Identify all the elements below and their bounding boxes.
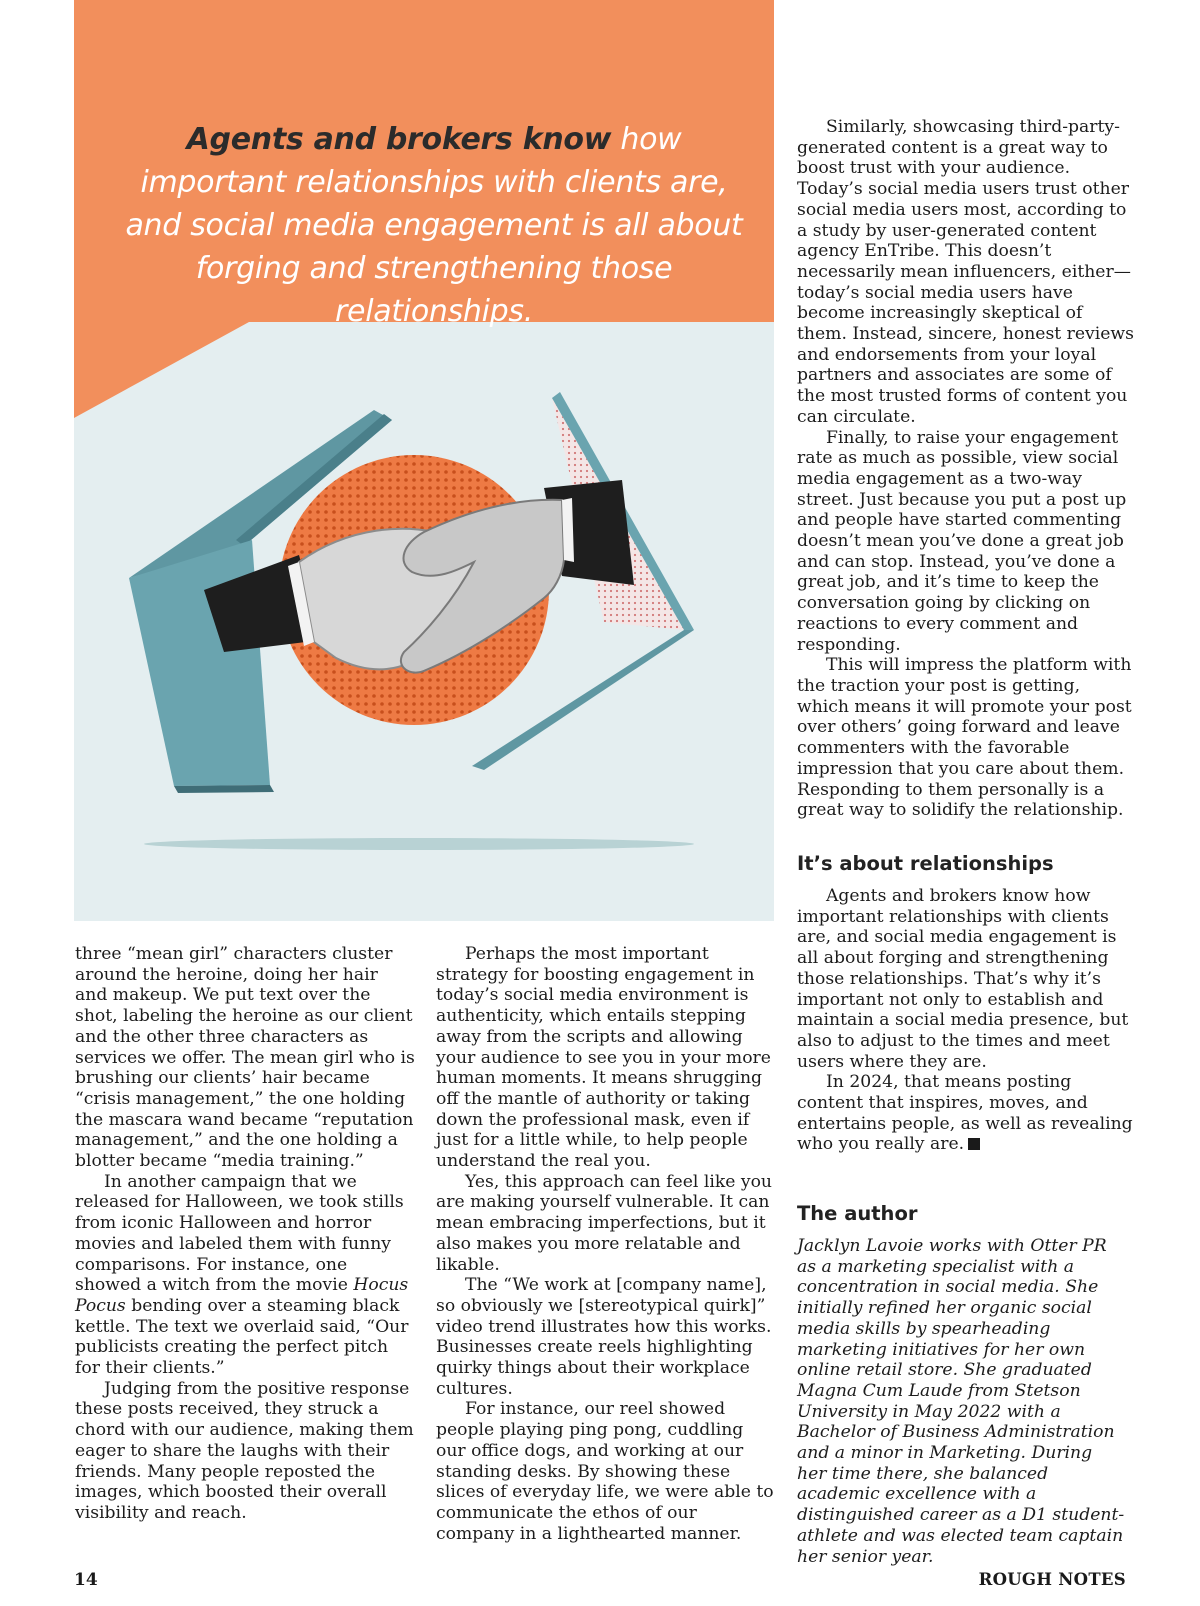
paragraph xyxy=(797,1072,1137,1155)
paragraph-text: bending over a steaming black kettle. The text we overlaid said, “Our publicists creating the perfect pitch for their clients.” xyxy=(75,1295,409,1379)
paragraph-text: In 2024, that means posting content that inspires, moves, and entertains people, as well as revealing who you really are. xyxy=(797,1072,1133,1155)
end-mark-icon xyxy=(968,1138,980,1150)
paragraph: Agents and brokers know how important relationships with clients are, and social media engagement is all about forging and strengthening those relationships. That’s why it’s important not only to establish and maintain a social media presence, but also to adjust to the times and meet users where they are. xyxy=(797,886,1129,1072)
paragraph: three “mean girl” characters cluster around the heroine, doing her hair and makeup. We put text over the shot, labeling the heroine as our client and the other three characters as services we offer. The mean girl who is brushing our clients’ hair became “crisis management,” the one holding the mascara wand became “reputation management,” and the one holding a blotter became “media training.” xyxy=(75,944,415,1172)
paragraph: Finally, to raise your engagement rate as much as possible, view social media engagement as a two-way street. Just because you put a post up and people have started commenting doesn’t mean you’ve done a great job and can stop. Instead, you’ve done a great job, and it’s time to keep the conversation going by clicking on reactions to every comment and responding. xyxy=(797,427,1127,655)
handshake-icon xyxy=(74,300,774,921)
paragraph xyxy=(75,1172,415,1379)
body-column-1 xyxy=(75,944,415,1524)
paragraph: Judging from the positive response these posts received, they struck a chord with our audience, making them eager to share the laughs with their friends. Many people reposted the images, which boosted their overall visibility and reach. xyxy=(75,1378,414,1523)
paragraph: Similarly, showcasing third-party-generated content is a great way to boost trust with your audience. Today’s social media users trust other social media users most, according to a study by user-generated content agency EnTribe. This doesn’t necessarily mean influencers, either—today’s social media users have become increasingly skeptical of them. Instead, sincere, honest reviews and endorsements from your loyal partners and associates are some of the most trusted forms of content you can circulate. xyxy=(797,117,1134,427)
hero-illustration xyxy=(74,0,774,921)
paragraph-text: In another campaign that we released for Halloween, we took stills from iconic Halloween and horror movies and labeled them with funny comparisons. For instance, one showed a witch from the movie xyxy=(75,1171,404,1296)
relationships-section xyxy=(797,886,1137,1155)
pull-quote-lead: Agents and brokers know xyxy=(186,122,612,157)
subhead-author: The author xyxy=(797,1202,918,1225)
pull-quote-rest: how important relationships with clients are, and social media engagement is all about forging and strengthening those relationships. xyxy=(125,122,743,329)
paragraph: Yes, this approach can feel like you are making yourself vulnerable. It can mean embracing imperfections, but it also makes you more relatable and likable. xyxy=(436,1171,772,1275)
magazine-name: ROUGH NOTES xyxy=(978,1570,1126,1589)
paragraph: This will impress the platform with the traction your post is getting, which means it will promote your post over others’ going forward and leave commenters with the favorable impression that you care about them. Responding to them personally is a great way to solidify the relationship. xyxy=(797,655,1132,821)
movie-title: Hocus Pocus xyxy=(75,1275,409,1316)
paragraph: The “We work at [company name], so obviously we [stereotypical quirk]” video trend illustrates how this works. Businesses create reels highlighting quirky things about their workplace cultures. xyxy=(436,1275,772,1399)
paragraph: Perhaps the most important strategy for boosting engagement in today’s social media environment is authenticity, which entails stepping away from the scripts and allowing your audience to see you in your more human moments. It means shrugging off the mantle of authority or taking down the professional mask, even if just for a little while, to help people understand the real you. xyxy=(436,944,771,1172)
body-column-3 xyxy=(797,117,1137,821)
author-bio xyxy=(797,1236,1127,1567)
floor-shadow xyxy=(144,838,694,850)
page-number: 14 xyxy=(74,1570,98,1590)
paragraph: Jacklyn Lavoie works with Otter PR as a marketing specialist with a concentration in social media. She initially refined her organic social media skills by spearheading marketing initiatives for her own online retail store. She graduated Magna Cum Laude from Stetson University in May 2022 with a Bachelor of Business Administration and a minor in Marketing. During her time there, she balanced academic excellence with a distinguished career as a D1 student-athlete and was elected team captain her senior year. xyxy=(797,1236,1125,1567)
body-column-2 xyxy=(436,944,776,1544)
paragraph: For instance, our reel showed people playing ping pong, cuddling our office dogs, and working at our standing desks. By showing these slices of everyday life, we were able to communicate the ethos of our company in a lighthearted manner. xyxy=(436,1399,774,1544)
subhead-relationships: It’s about relationships xyxy=(797,852,1054,875)
